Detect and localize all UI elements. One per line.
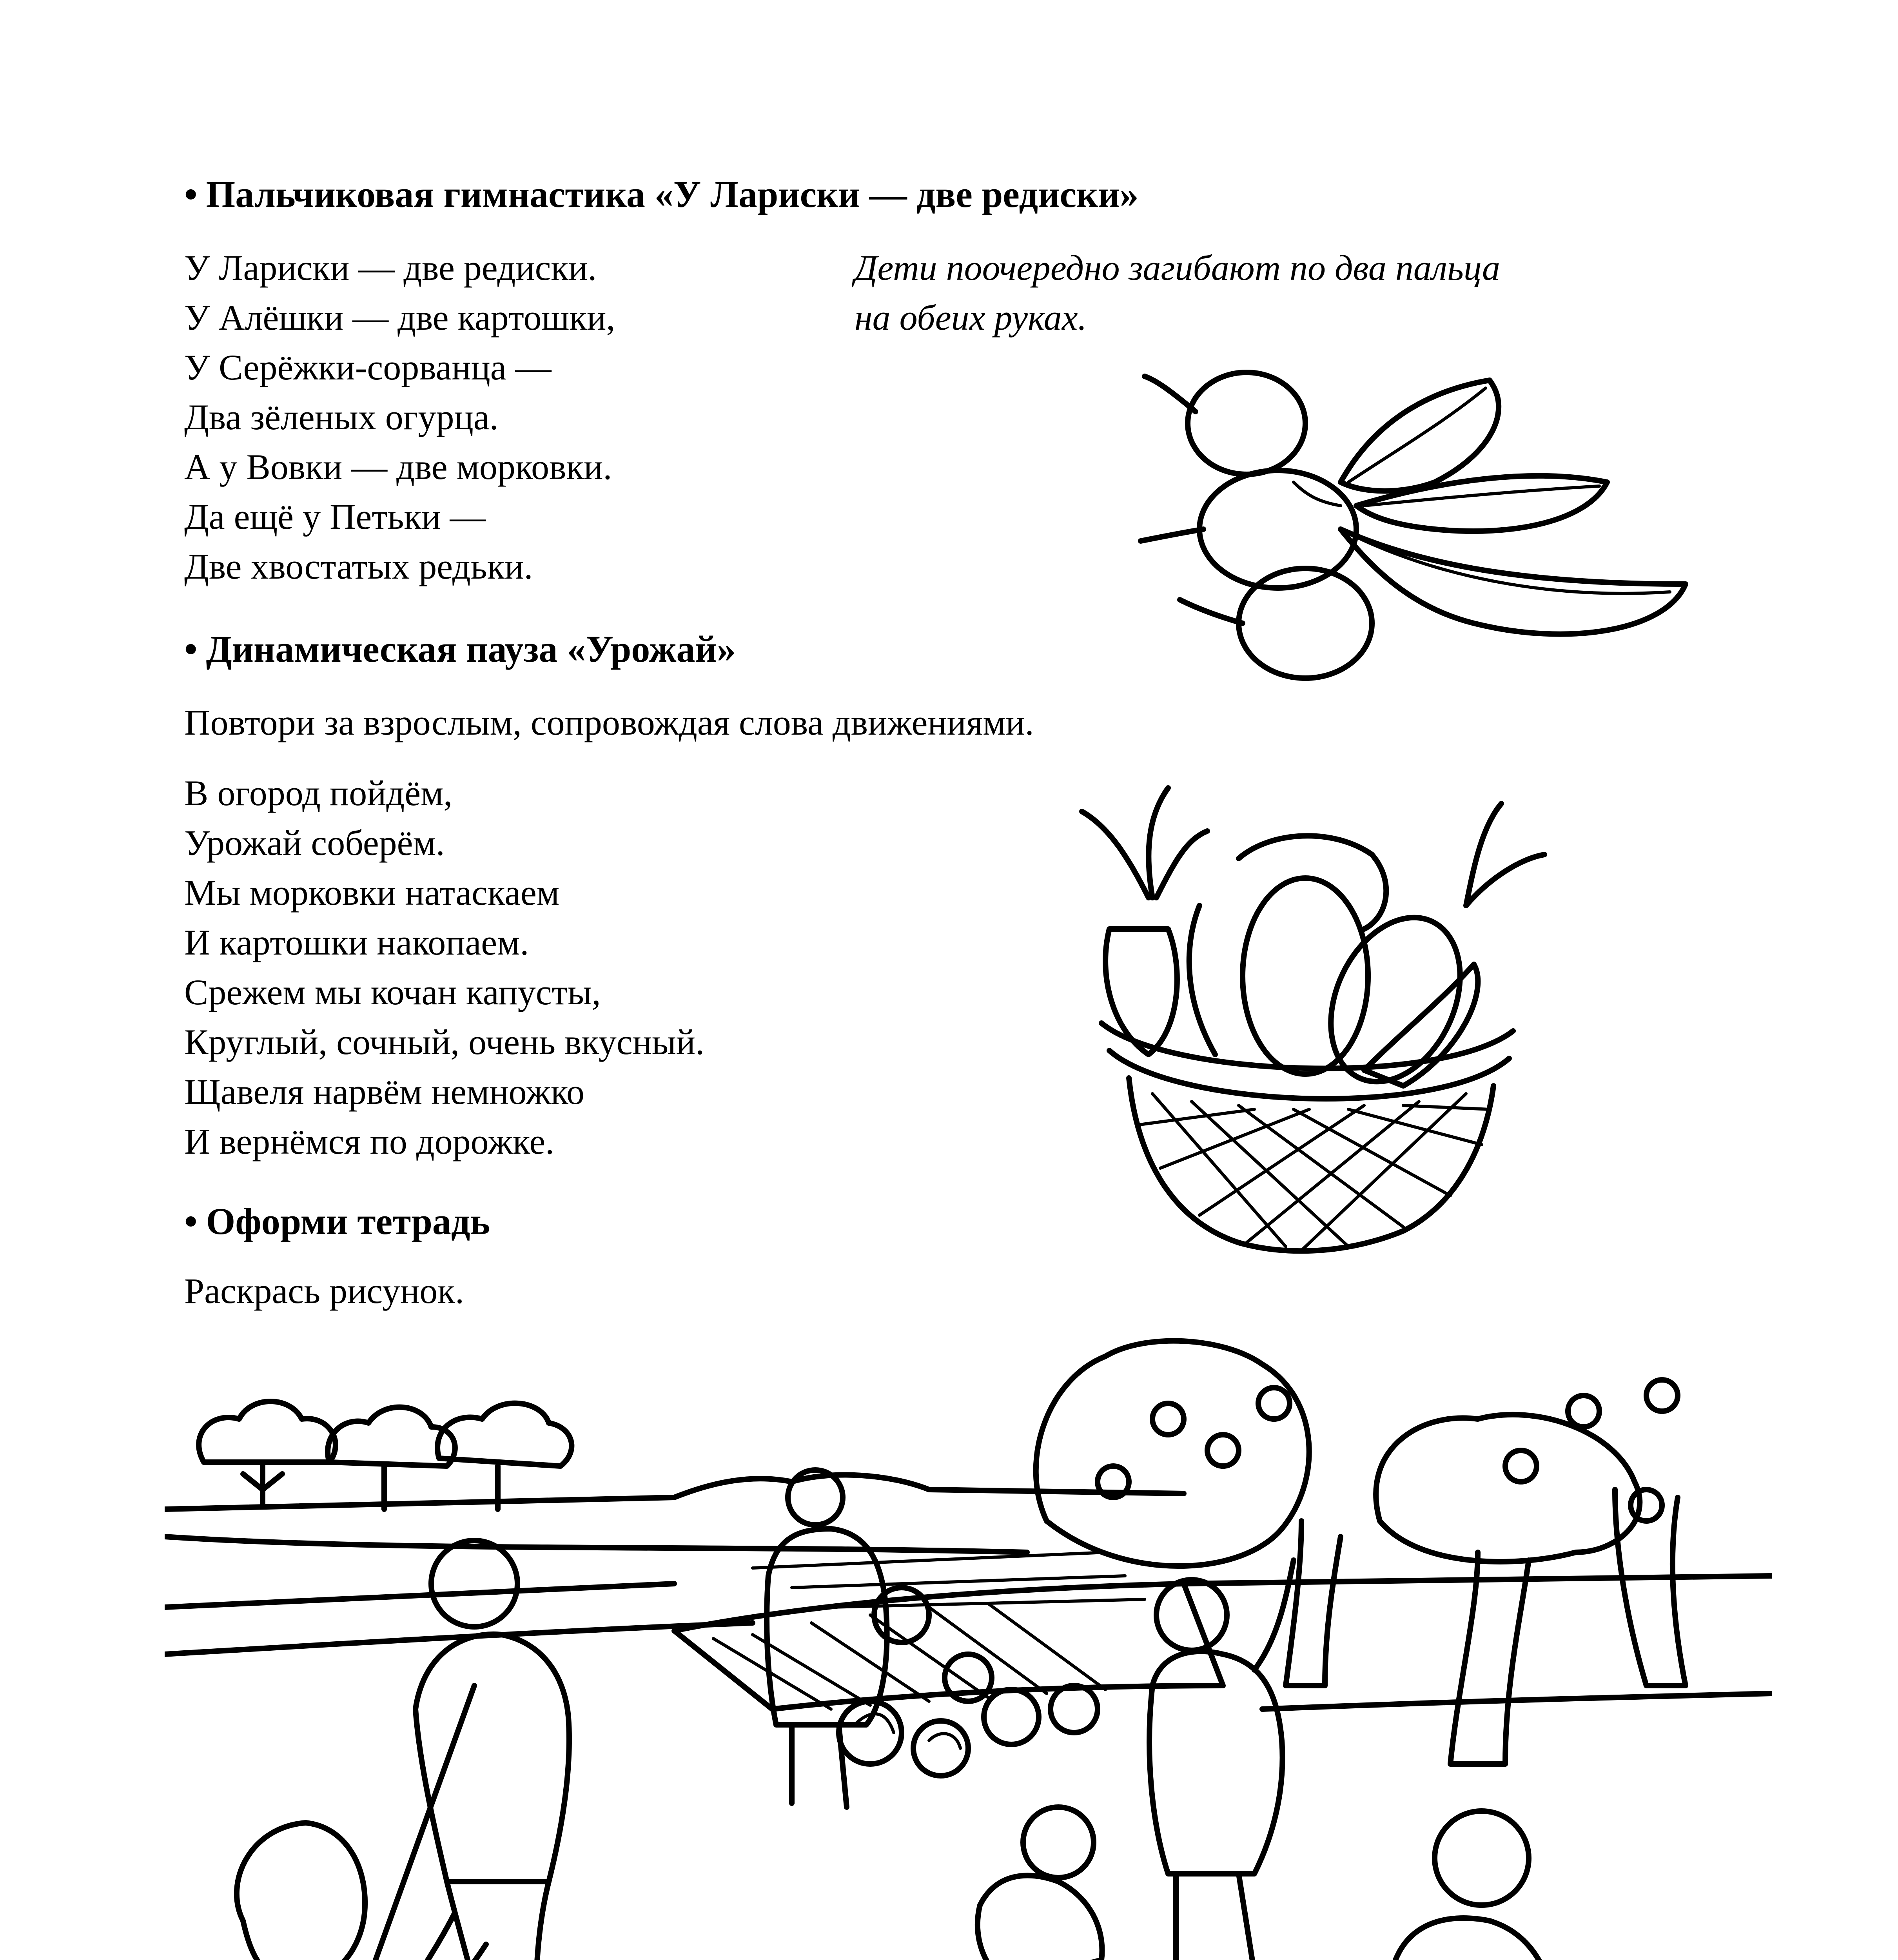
finger-poem bbox=[184, 243, 615, 592]
notebook-title bbox=[184, 1200, 490, 1243]
radish-illustration bbox=[1137, 365, 1705, 686]
poem-line: Срежем мы кочан капусты, bbox=[184, 972, 601, 1012]
poem-line: Урожай соберём. bbox=[184, 823, 445, 863]
harvest-coloring-picture bbox=[165, 1333, 1772, 1960]
boy-picking-apples bbox=[1149, 1560, 1294, 1960]
poem-line: У Алёшки — две картошки, bbox=[184, 298, 615, 338]
poem-line: В огород пойдём, bbox=[184, 773, 453, 813]
finger-instruction-note bbox=[855, 243, 1500, 343]
notebook-title-text: Оформи тетрадь bbox=[206, 1200, 490, 1242]
poem-line: Две хвостатых редьки. bbox=[184, 546, 533, 586]
poem-line: У Лариски — две редиски. bbox=[184, 248, 597, 288]
bullet-icon: • bbox=[184, 628, 198, 670]
vegetable-basket-illustration bbox=[1051, 780, 1560, 1266]
poem-line: И картошки накопаем. bbox=[184, 922, 529, 962]
potato-sack bbox=[237, 1823, 365, 1960]
poem-line: Щавеля нарвём немножко bbox=[184, 1072, 584, 1112]
finger-gymnastics-title bbox=[184, 172, 1139, 216]
poem-line: Мы морковки натаскаем bbox=[184, 873, 560, 913]
dynamic-pause-instruction: Повтори за взрослым, сопровождая слова движениями. bbox=[184, 702, 1034, 742]
poem-line: Два зёленых огурца. bbox=[184, 397, 499, 437]
poem-line: Да ещё у Петьки — bbox=[184, 497, 486, 537]
crouching-boy bbox=[978, 1807, 1176, 1960]
bullet-icon: • bbox=[184, 1200, 198, 1242]
note-line: Дети поочередно загибают по два пальца bbox=[855, 248, 1500, 288]
girl-with-tomatoes bbox=[1394, 1811, 1623, 1960]
background-trees bbox=[199, 1401, 572, 1509]
note-line: на обеих руках. bbox=[855, 298, 1087, 338]
dynamic-pause-title-text: Динамическая пауза «Урожай» bbox=[206, 628, 736, 670]
cabbages bbox=[839, 1654, 1098, 1776]
finger-gymnastics-title-text: Пальчиковая гимнастика «У Лариски — две редиски» bbox=[206, 173, 1139, 215]
dynamic-pause-title bbox=[184, 627, 736, 671]
notebook-instruction: Раскрась рисунок. bbox=[184, 1271, 464, 1311]
man-with-spade bbox=[300, 1541, 569, 1960]
poem-line: У Серёжки-сорванца — bbox=[184, 347, 552, 387]
poem-line: И вернёмся по дорожке. bbox=[184, 1122, 555, 1161]
poem-line: Круглый, сочный, очень вкусный. bbox=[184, 1022, 705, 1062]
poem-line: А у Вовки — две морковки. bbox=[184, 447, 612, 487]
dynamic-poem bbox=[184, 768, 704, 1167]
bullet-icon: • bbox=[184, 173, 198, 215]
